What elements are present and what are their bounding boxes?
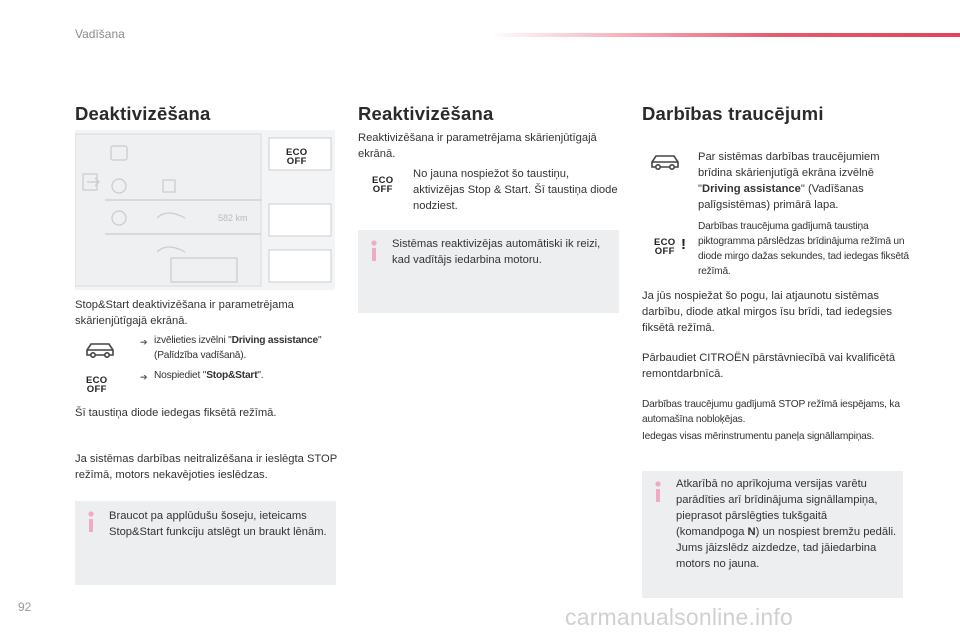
eco-off-button-icon: ECO OFF	[86, 375, 108, 395]
eco-off-button-icon: ECO OFF	[372, 175, 394, 195]
info-box-neutral-gear	[642, 471, 903, 598]
screen-eco-off-key[interactable]	[286, 148, 308, 166]
info-box-flooded-road	[75, 501, 336, 585]
press-again-text: No jauna nospiežot šo taustiņu, aktivizējas Stop & Start. Šī taustiņa diode nodziest.	[413, 168, 618, 212]
warning-mode-text: Darbības traucējuma gadījumā taustiņa piktogramma pārslēdzas brīdinājuma režīmā un diode mirgo dažas sekundes, tad iedegas fiksētā režīmā.	[698, 221, 909, 277]
info-text: Sistēmas reaktivizējas automātiski ik reizi, kad vadītājs iedarbina motoru.	[392, 238, 601, 266]
bullet-press-stopstart: Nospiediet "Stop&Start".	[154, 370, 264, 381]
section-header: Vadīšana	[75, 27, 125, 41]
car-icon	[83, 340, 117, 365]
bullet-icon: ➔	[140, 372, 148, 382]
warning-lamps-text: Iedegas visas mērinstrumentu paneļa signāllampiņas.	[642, 431, 875, 442]
reactivation-text: Reaktivizēšana ir parametrējama skārienjūtīgajā ekrānā.	[358, 132, 597, 160]
reset-text: Ja jūs nospiežat šo pogu, lai atjaunotu sistēmas darbību, diode atkal mirgos īsu brīdi, tad iedegsies fiksētā režīmā.	[642, 290, 892, 334]
title-reactivation: Reaktivizēšana	[358, 103, 494, 124]
watermark: carmanualsonline.info	[565, 604, 793, 630]
screen-range-value: 582 km	[218, 213, 248, 223]
page-number: 92	[18, 600, 32, 614]
diode-text: Šī taustiņa diode iedegas fiksētā režīmā.	[75, 407, 277, 419]
off-label: OFF	[286, 156, 307, 167]
info-icon	[86, 511, 96, 533]
stop-mode-lock-text: Darbības traucējumu gadījumā STOP režīmā iespējams, ka automašīna nobloķējas.	[642, 399, 900, 425]
stop-mode-text: Ja sistēmas darbības neitralizēšana ir ieslēgta STOP režīmā, motors nekavējoties ieslēdzas.	[75, 453, 337, 481]
dealer-text: Pārbaudiet CITROËN pārstāvniecībā vai kvalificētā remontdarbnīcā.	[642, 352, 896, 380]
bullet-icon: ➔	[140, 337, 148, 347]
eco-label: ECO	[286, 147, 308, 158]
info-text: Atkarībā no aprīkojuma versijas varētu parādīties arī brīdinājuma signāllampiņa, pieprasot pārslēgties tukšgaitā (komandpoga N) un nospiest bremžu pedāli. Jums jāizslēdz aizdedze, tad jāiedarbina motors no jauna.	[676, 478, 897, 570]
deactivation-text: Stop&Start deaktivizēšana ir parametrējama skārienjūtīgajā ekrānā.	[75, 299, 294, 327]
info-icon	[653, 481, 663, 503]
info-icon	[369, 240, 379, 262]
info-box-auto-reactivation	[358, 230, 619, 313]
bullet-driving-assistance: izvēlieties izvēlni "Driving assistance" (Palīdzība vadīšanā).	[154, 335, 322, 361]
car-icon	[648, 152, 682, 177]
header-accent-bar	[490, 33, 960, 37]
warning-mark: !	[681, 236, 686, 253]
malfunction-text: Par sistēmas darbības traucējumiem brīdina skārienjutīgā ekrāna izvēlnē "Driving assistance" (Vadīšanas palīgsistēmas) primārā lapa.	[698, 151, 880, 211]
title-malfunctions: Darbības traucējumi	[642, 103, 824, 124]
title-deactivation: Deaktivizēšana	[75, 103, 211, 124]
info-text: Braucot pa applūdušu šoseju, ieteicams Stop&Start funkciju atslēgt un braukt lēnām.	[109, 510, 327, 538]
